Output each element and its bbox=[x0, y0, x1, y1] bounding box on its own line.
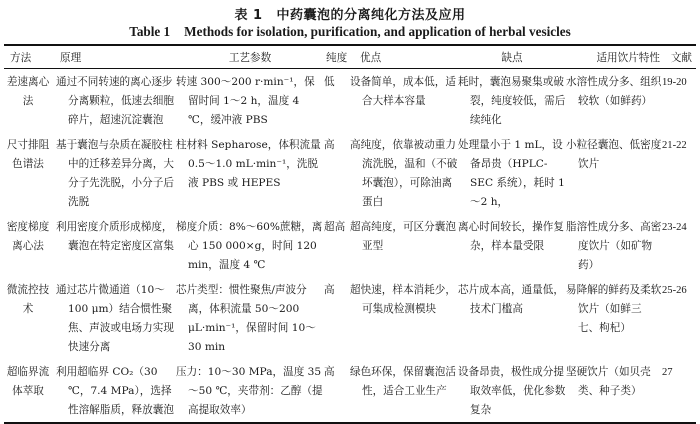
cell-refs: 19-20 bbox=[662, 77, 687, 88]
table-caption-en: Methods for isolation, purification, and application of herbal vesicles bbox=[184, 24, 571, 39]
header-row bbox=[4, 45, 696, 69]
cell-purity: 低 bbox=[324, 76, 335, 88]
cell-principle: 基于囊泡与杂质在凝胶柱中的迁移差异分离，大分子先洗脱，小分子后洗脱 bbox=[56, 139, 174, 208]
table-row bbox=[4, 277, 696, 359]
table-row bbox=[4, 214, 696, 277]
header-purity: 纯度 bbox=[324, 45, 350, 69]
header-disadvantages: 缺点 bbox=[458, 45, 566, 69]
table-row bbox=[4, 132, 696, 214]
header-advantages: 优点 bbox=[350, 45, 458, 69]
cell-params: 梯度介质：8%～60%蔗糖，离心 150 000×g，时间 120 min，温度 4 ℃ bbox=[176, 221, 323, 271]
header-applicable: 适用饮片特性 bbox=[566, 45, 662, 69]
cell-disadvantages: 设备昂贵，极性成分提取效率低，优化参数复杂 bbox=[458, 359, 566, 423]
cell-applicable: 脂溶性成分多、高密度饮片（如矿物药） bbox=[566, 221, 662, 271]
cell-applicable: 易降解的鲜药及柔软饮片（如鲜三七、枸杞） bbox=[566, 284, 662, 334]
cell-method: 微流控技术 bbox=[6, 284, 50, 315]
cell-params: 芯片类型：惯性聚焦/声波分离，体积流量 50～200 μL·min⁻¹，保留时间 10～30 min bbox=[176, 284, 316, 353]
cell-advantages: 绿色环保，保留囊泡活性，适合工业生产 bbox=[350, 359, 458, 423]
cell-applicable: 坚硬饮片（如贝壳类、种子类） bbox=[566, 359, 662, 423]
cell-disadvantages: 处理量小于 1 mL，设备昂贵（HPLC-SEC 系统），耗时 1～2 h， bbox=[458, 139, 565, 208]
cell-principle: 通过芯片微通道（10～100 μm）结合惯性聚焦、声波或电场力实现快速分离 bbox=[56, 284, 174, 353]
table-title-chinese bbox=[0, 4, 700, 23]
cell-params: 柱材料 Sepharose，体积流量 0.5～1.0 mL·min⁻¹，洗脱液 PBS 或 HEPES bbox=[176, 139, 321, 189]
methods-table bbox=[4, 44, 696, 424]
cell-applicable: 小粒径囊泡、低密度饮片 bbox=[566, 139, 662, 170]
cell-purity: 超高 bbox=[324, 221, 346, 233]
header-method: 方法 bbox=[4, 45, 56, 69]
cell-disadvantages: 离心时间较长，操作复杂，样本量受限 bbox=[458, 221, 564, 252]
cell-advantages: 超快速，样本消耗少，可集成检测模块 bbox=[350, 284, 456, 315]
cell-params: 压力：10～30 MPa，温度 35～50 ℃，夹带剂：乙醇（提高提取效率） bbox=[176, 359, 324, 423]
cell-method: 超临界流体萃取 bbox=[4, 359, 56, 423]
header-refs: 文献 bbox=[662, 45, 696, 69]
cell-purity: 高 bbox=[324, 139, 335, 151]
cell-advantages: 设备简单，成本低，适合大样本容量 bbox=[350, 76, 456, 107]
table-caption-cn: 中药囊泡的分离纯化方法及应用 bbox=[276, 8, 466, 23]
cell-disadvantages: 芯片成本高，通量低，技术门槛高 bbox=[458, 284, 564, 315]
cell-principle: 利用超临界 CO₂（30 ℃，7.4 MPa），选择性溶解脂质，释放囊泡 bbox=[56, 359, 176, 423]
cell-refs: 23-24 bbox=[662, 222, 687, 233]
cell-refs: 25-26 bbox=[662, 285, 687, 296]
cell-principle: 通过不同转速的离心逐步分离颗粒，低速去细胞碎片，超速沉淀囊泡 bbox=[56, 76, 174, 126]
cell-advantages: 超高纯度，可区分囊泡亚型 bbox=[350, 221, 456, 252]
cell-purity: 高 bbox=[324, 359, 350, 423]
cell-method: 尺寸排阻色谱法 bbox=[6, 139, 50, 170]
cell-refs: 21-22 bbox=[662, 140, 687, 151]
cell-method: 差速离心法 bbox=[6, 76, 50, 107]
header-params: 工艺参数 bbox=[176, 45, 324, 69]
table-title-english bbox=[0, 24, 700, 40]
table-number-cn: 表 1 bbox=[234, 8, 263, 23]
header-principle: 原理 bbox=[56, 45, 176, 69]
table-number-en: Table 1 bbox=[129, 24, 171, 39]
cell-params: 转速 300～200 r·min⁻¹，保留时间 1～2 h，温度 4 ℃，缓冲液 PBS bbox=[176, 76, 315, 126]
cell-disadvantages: 耗时，囊泡易聚集或破裂，纯度较低，需后续纯化 bbox=[458, 76, 566, 126]
cell-refs: 27 bbox=[662, 359, 696, 423]
table-row bbox=[4, 69, 696, 133]
cell-method: 密度梯度离心法 bbox=[6, 221, 50, 252]
cell-advantages: 高纯度，依靠被动重力流洗脱，温和（不破坏囊泡），可除油离蛋白 bbox=[350, 139, 458, 208]
table-row bbox=[4, 359, 696, 423]
cell-principle: 利用密度介质形成梯度，囊泡在特定密度区富集 bbox=[56, 221, 174, 252]
cell-purity: 高 bbox=[324, 284, 335, 296]
cell-applicable: 水溶性成分多、组织较软（如鲜药） bbox=[566, 76, 662, 107]
